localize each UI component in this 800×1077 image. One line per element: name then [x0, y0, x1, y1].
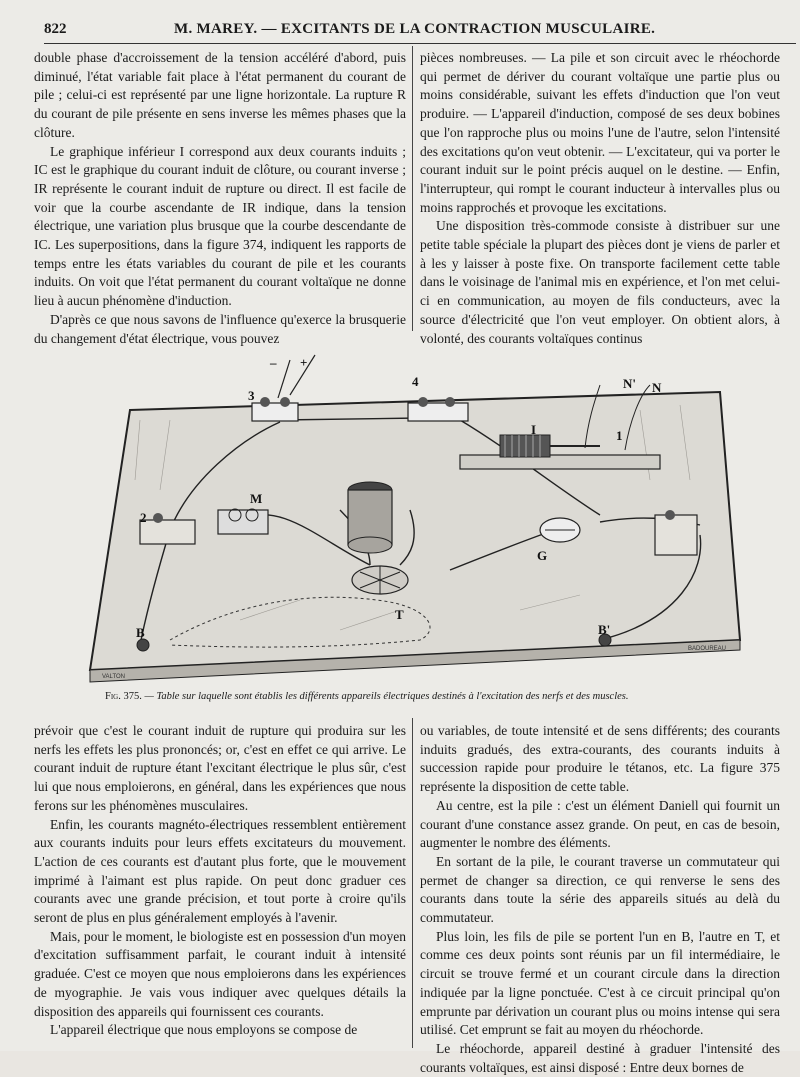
binding-screw [153, 513, 163, 523]
binding-screw [280, 397, 290, 407]
paragraph: Mais, pour le moment, le biologiste est en possession d'un moyen d'excitation suffisamment parfait, le courant induit à intensité graduée. C'est ce moyen que nous emploierons dans les expériences de myographie. Je vais vous indiquer avec quelques détails la disposition des appareils qui fournissent ces courants. [34, 928, 406, 1019]
page-number: 822 [44, 21, 67, 37]
terminal-1 [655, 515, 697, 555]
column-bottom-left [34, 722, 406, 1040]
paragraph: Enfin, les courants magnéto-électriques ressemblent entièrement aux courants induits pour leurs effets excitateurs du mouvement. L'action de ces courants est d'autant plus forte, que le mouvement imprimé à l'aimant est plus rapide. On peut donc graduer ces courants avec une grande précision, et tout porte à croire qu'ils seront de plus en plus généralement employés à l'avenir. [34, 816, 406, 926]
paragraph: ou variables, de toute intensité et de sens différents; des courants induits gradués, des extra-courants, des courants induits à succession rapide pour produire le tétanos, etc. La figure 375 représente la disposition de cette table. [420, 723, 780, 795]
label-3: 3 [248, 388, 255, 403]
label-M: M [250, 491, 263, 506]
label-plus: + [300, 355, 308, 370]
paragraph: double phase d'accroissement de la tension accéléré d'abord, puis diminué, l'état variable fait place à l'état permanent du courant de pile ; celui-ci est représenté par une ligne horizontale. La rupture R du courant de pile présente en sens inverse les mêmes phases que la clôture. [34, 50, 406, 140]
label-minus: – [270, 355, 277, 370]
paragraph: prévoir que c'est le courant induit de rupture qui produira sur les nerfs les effets les plus prononcés; or, c'est en effet ce qui arrive. Le courant induit de rupture étant l'excitant électrique le plus sûr, c'est lui que nous emploierons, en général, dans les expériences que nous ferons sur les phénomènes musculaires. [34, 723, 406, 813]
label-G: G [537, 548, 548, 563]
column-divider [412, 718, 413, 1048]
running-header [44, 18, 794, 42]
author-name: M. MAREY. [174, 21, 258, 37]
label-2: 2 [140, 510, 147, 525]
label-N: N [652, 380, 662, 395]
terminal-3 [252, 403, 298, 421]
post-b [137, 639, 149, 651]
engraver-left: VALTON [102, 674, 126, 680]
binding-screw [665, 510, 675, 520]
label-T: T [395, 607, 404, 622]
terminal-4 [408, 403, 468, 421]
induction-slide-base [460, 455, 660, 469]
column-top-right [420, 49, 780, 348]
induction-coil [500, 435, 550, 457]
paragraph: pièces nombreuses. — La pile et son circuit avec le rhéochorde qui permet de dériver du courant voltaïque une partie plus ou moins considérable, suivant les effets d'induction que l'on veut produire. — L'appareil d'induction, composé de ses deux bobines que l'on rapproche plus ou moins l'une de l'autre, selon l'intensité des excitations qu'on veut obtenir. — L'excitateur, qui va porter le courant induit sur le point précis auquel on le destine. — Enfin, l'interrupteur, qui rompt le courant inducteur à intervalles plus ou moins rapprochés et provoque les excitations. [420, 50, 780, 215]
label-B-prime: B' [598, 622, 611, 637]
chapter-title: — EXCITANTS DE LA CONTRACTION MUSCULAIRE. [261, 21, 656, 37]
label-1: 1 [616, 428, 623, 443]
paragraph: Le rhéochorde, appareil destiné à graduer l'intensité des courants voltaïques, est ainsi disposé : Entre deux bornes de [420, 1040, 780, 1075]
figure-375-illustration [40, 340, 760, 685]
paragraph: Au centre, est la pile : c'est un élément Daniell qui fournit un courant d'une constance assez grande. On peut, en cas de besoin, augmenter le nombre des éléments. [420, 797, 780, 851]
binding-screw [418, 397, 428, 407]
column-top-left [34, 49, 406, 348]
label-4: 4 [412, 374, 419, 389]
label-N-prime: N' [623, 376, 636, 391]
figure-number: Fig. 375. [105, 691, 142, 702]
wire-lead [278, 360, 290, 398]
column-divider [412, 46, 413, 331]
binding-screw [260, 397, 270, 407]
terminal-2 [140, 520, 195, 544]
paragraph: Une disposition très-commode consiste à distribuer sur une petite table spéciale la plupart des pièces dont je viens de parler et à les y laisser à poste fixe. On transporte facilement cette table dans le voisinage de l'animal mis en expérience, et l'on met celui-ci en communication, au moyen de fils conducteurs, avec la source d'électricité que l'on veut employer. On obtient alors, à volonté, des courants voltaïques continus [420, 218, 780, 346]
label-B: B [136, 625, 145, 640]
header-rule [44, 43, 796, 44]
paragraph: Plus loin, les fils de pile se portent l'un en B, l'autre en T, et comme ces deux points sont réunis par un fil intermédiaire, le circuit se trouve fermé et un courant circule dans la direction indiquée par la ligne ponctuée. C'est à ce circuit principal qu'on emprunte par dérivation un courant plus ou moins intense qui sera utilisé. Cet emprunt se fait au moyen du rhéochorde. [420, 928, 780, 1038]
figure-caption [105, 691, 755, 702]
paragraph: L'appareil électrique que nous employons se compose de [50, 1022, 358, 1038]
interrupter [218, 510, 268, 534]
column-bottom-right [420, 722, 780, 1077]
engraver-right: BADOUREAU [688, 646, 727, 652]
paragraph: D'après ce que nous savons de l'influence qu'exerce la brusquerie du changement d'état électrique, vous pouvez [34, 311, 406, 346]
paragraph: En sortant de la pile, le courant traverse un commutateur qui permet de changer sa direction, ce qui renverse le sens des courants dans toute la série des appareils situés au delà du commutateur. [420, 853, 780, 926]
binding-screw [445, 397, 455, 407]
caption-text: — Table sur laquelle sont établis les différents appareils électriques destinés à l'excitation des nerfs et des muscles. [141, 691, 629, 702]
running-title [174, 21, 655, 38]
pile-bottom [348, 537, 392, 553]
paragraph: Le graphique inférieur I correspond aux deux courants induits ; IC est le graphique du courant induit de clôture, ou courant inverse ; IR représente le courant induit de rupture ou direct. Il est facile de voir que la courbe ascendante de IR indique, dans la tension électrique, une variation plus brusque que la courbe descendante de IC. Les superpositions, dans la figure 374, indiquent les rapports de temps entre les états variables du courant de pile et les courants induits. On voit que l'état permanent du courant voltaïque ne donne lieu à aucun phénomène d'induction. [34, 143, 406, 309]
label-I: I [531, 422, 537, 437]
